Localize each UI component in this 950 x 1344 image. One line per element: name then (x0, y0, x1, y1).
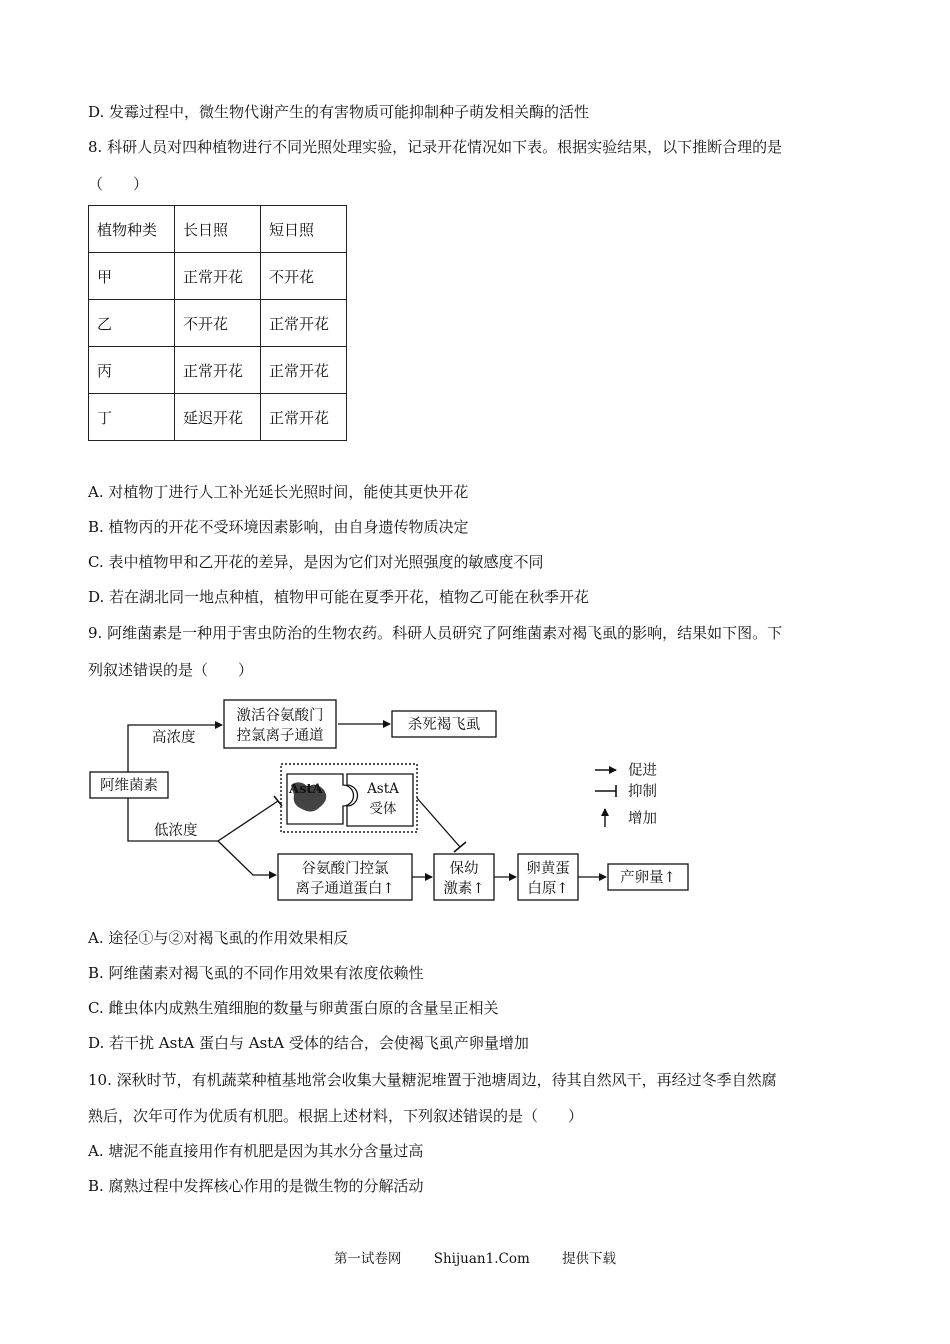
table-cell: 甲 (89, 253, 175, 300)
q8-table (88, 205, 347, 441)
table-cell: 丁 (89, 394, 175, 441)
jh-label-2: 激素↑ (443, 881, 485, 897)
table-cell: 不开花 (175, 300, 261, 347)
q9-stem-line1: 9. 阿维菌素是一种用于害虫防治的生物农药。科研人员研究了阿维菌素对褐飞虱的影响，结果如下图。下 (88, 624, 783, 642)
q9-stem-line2: 列叙述错误的是（ ） (88, 661, 254, 679)
asta-label: AstA (289, 782, 323, 797)
table-cell: 正常开花 (261, 394, 347, 441)
inhibit-asta-bar (274, 796, 282, 806)
page-footer (0, 1247, 950, 1267)
inhibit-asta-line (218, 801, 278, 841)
q9-option-c: C. 雌虫体内成熟生殖细胞的数量与卵黄蛋白原的含量呈正相关 (88, 999, 499, 1017)
legend-increase-label: 增加 (628, 811, 657, 827)
receptor-inhibit-bar (454, 842, 466, 852)
q9-option-d: D. 若干扰 AstA 蛋白与 AstA 受体的结合，会使褐飞虱产卵量增加 (88, 1034, 529, 1052)
table-cell: 延迟开花 (175, 394, 261, 441)
source-label: 阿维菌素 (100, 778, 158, 794)
q7-option-d: D. 发霉过程中，微生物代谢产生的有害物质可能抑制种子萌发相关酶的活性 (88, 103, 590, 121)
q10-stem-line1: 10. 深秋时节，有机蔬菜种植基地常会收集大量糖泥堆置于池塘周边，待其自然风干，再经过冬季自然腐 (88, 1071, 777, 1089)
q8-option-d: D. 若在湖北同一地点种植，植物甲可能在夏季开花，植物乙可能在秋季开花 (88, 588, 590, 606)
table-row (89, 394, 347, 441)
footer-site-en[interactable]: Shijuan1.Com (433, 1251, 530, 1267)
channel-activate-label-1: 激活谷氨酸门 (236, 708, 324, 724)
low-concentration-label: 低浓度 (154, 823, 198, 839)
table-header-cell: 短日照 (261, 206, 347, 253)
q9-option-b: B. 阿维菌素对褐飞虱的不同作用效果有浓度依赖性 (88, 964, 424, 982)
high-concentration-label: 高浓度 (152, 730, 196, 746)
q8-option-a: A. 对植物丁进行人工补光延长光照时间，能使其更快开花 (88, 483, 469, 501)
footer-site-cn: 第一试卷网 (333, 1251, 402, 1267)
q10-option-b: B. 腐熟过程中发挥核心作用的是微生物的分解活动 (88, 1177, 424, 1195)
footer-suffix: 提供下载 (562, 1251, 617, 1267)
table-cell: 正常开花 (175, 347, 261, 394)
table-row (89, 347, 347, 394)
jh-label-1: 保幼 (449, 861, 479, 877)
legend-promote-label: 促进 (628, 763, 657, 779)
q8-answer-paren: （ ） (88, 175, 149, 193)
table-row (89, 300, 347, 347)
table-cell: 丙 (89, 347, 175, 394)
channel-activate-label-2: 控氯离子通道 (236, 728, 324, 744)
kill-label: 杀死褐飞虱 (407, 717, 481, 733)
low-to-channel-arrow (218, 841, 276, 875)
channel-protein-label-1: 谷氨酸门控氯 (301, 861, 389, 877)
table-cell: 正常开花 (261, 300, 347, 347)
table-cell: 正常开花 (261, 347, 347, 394)
table-cell: 不开花 (261, 253, 347, 300)
table-header-cell: 长日照 (175, 206, 261, 253)
channel-protein-label-2: 离子通道蛋白↑ (295, 881, 395, 897)
q8-option-b: B. 植物丙的开花不受环境因素影响，由自身遗传物质决定 (88, 518, 469, 536)
q8-option-c: C. 表中植物甲和乙开花的差异，是因为它们对光照强度的敏感度不同 (88, 553, 544, 571)
q8-stem: 8. 科研人员对四种植物进行不同光照处理实验，记录开花情况如下表。根据实验结果，以下推断合理的是 (88, 138, 783, 156)
receptor-inhibit-line (417, 798, 460, 847)
q10-stem-line2: 熟后，次年可作为优质有机肥。根据上述材料，下列叙述错误的是（ ） (88, 1107, 584, 1125)
table-header-cell: 植物种类 (89, 206, 175, 253)
vg-label-2: 白原↑ (527, 881, 569, 897)
eggs-label: 产卵量↑ (620, 870, 676, 886)
q9-pathway-diagram (88, 695, 698, 910)
asta-receptor-label-2: 受体 (369, 801, 397, 817)
asta-receptor-label-1: AstA (367, 781, 399, 797)
legend-inhibit-label: 抑制 (628, 784, 657, 800)
table-row (89, 253, 347, 300)
table-cell: 正常开花 (175, 253, 261, 300)
table-header-row (89, 206, 347, 253)
q10-option-a: A. 塘泥不能直接用作有机肥是因为其水分含量过高 (88, 1142, 424, 1160)
vg-label-1: 卵黄蛋 (526, 861, 570, 877)
q9-option-a: A. 途径①与②对褐飞虱的作用效果相反 (88, 929, 349, 947)
table-cell: 乙 (89, 300, 175, 347)
